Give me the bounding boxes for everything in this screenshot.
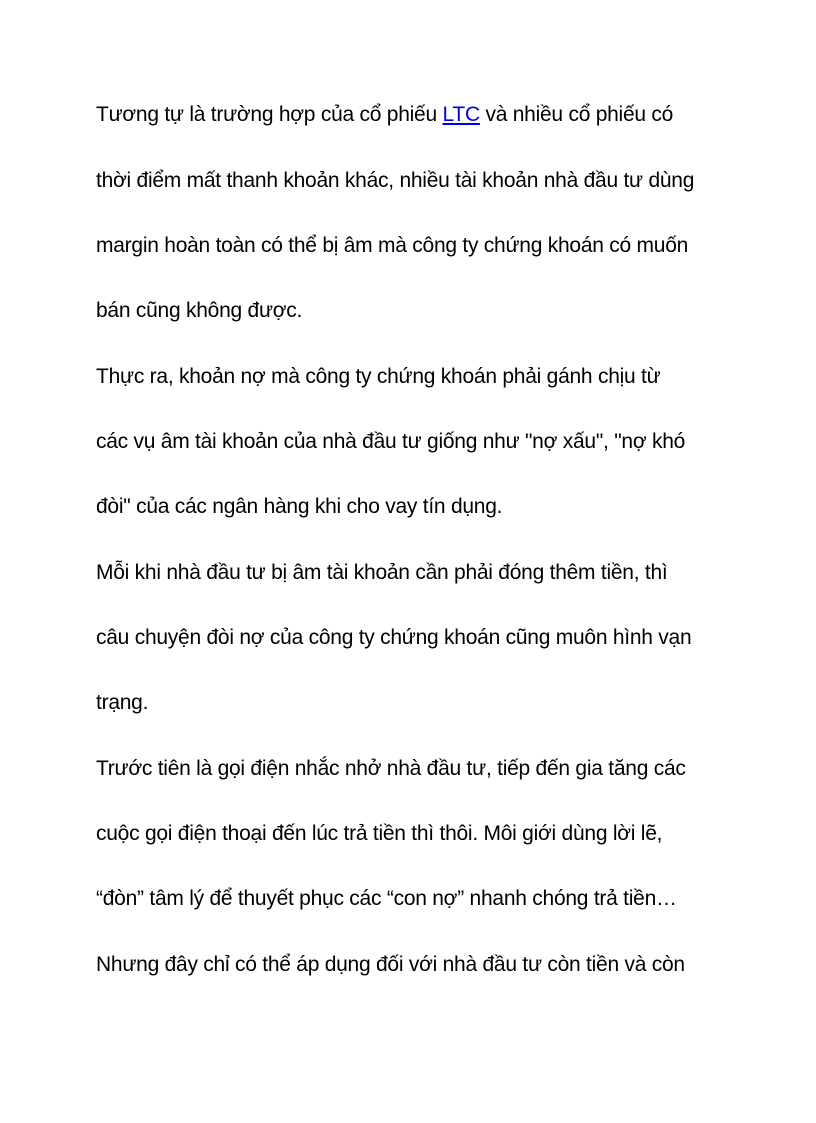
text-line: Nhưng đây chỉ có thể áp dụng đối với nhà đầu tư còn tiền và còn — [96, 953, 685, 976]
text-segment: Tương tự là trường hợp của cổ phiếu — [96, 103, 443, 126]
text-line: các vụ âm tài khoản của nhà đầu tư giống như "nợ xấu", "nợ khó — [96, 430, 686, 453]
text-line: Mỗi khi nhà đầu tư bị âm tài khoản cần phải đóng thêm tiền, thì — [96, 561, 668, 584]
text-line: bán cũng không được. — [96, 299, 303, 322]
text-line: đòi" của các ngân hàng khi cho vay tín dụng. — [96, 495, 503, 518]
ltc-stock-link[interactable]: LTC — [442, 103, 480, 126]
text-line: thời điểm mất thanh khoản khác, nhiều tài khoản nhà đầu tư dùng — [96, 169, 695, 192]
text-line: margin hoàn toàn có thể bị âm mà công ty chứng khoán có muốn — [96, 234, 689, 257]
text-line: câu chuyện đòi nợ của công ty chứng khoán cũng muôn hình vạn — [96, 626, 692, 649]
text-segment: và nhiều cổ phiếu có — [479, 103, 674, 126]
text-line: cuộc gọi điện thoại đến lúc trả tiền thì thôi. Môi giới dùng lời lẽ, — [96, 822, 663, 845]
text-line: Thực ra, khoản nợ mà công ty chứng khoán phải gánh chịu từ — [96, 365, 661, 388]
text-line: “đòn” tâm lý để thuyết phục các “con nợ” nhanh chóng trả tiền… — [96, 887, 677, 910]
text-line: Trước tiên là gọi điện nhắc nhở nhà đầu tư, tiếp đến gia tăng các — [96, 757, 686, 780]
text-line: trạng. — [96, 691, 149, 714]
text-line — [96, 103, 673, 127]
